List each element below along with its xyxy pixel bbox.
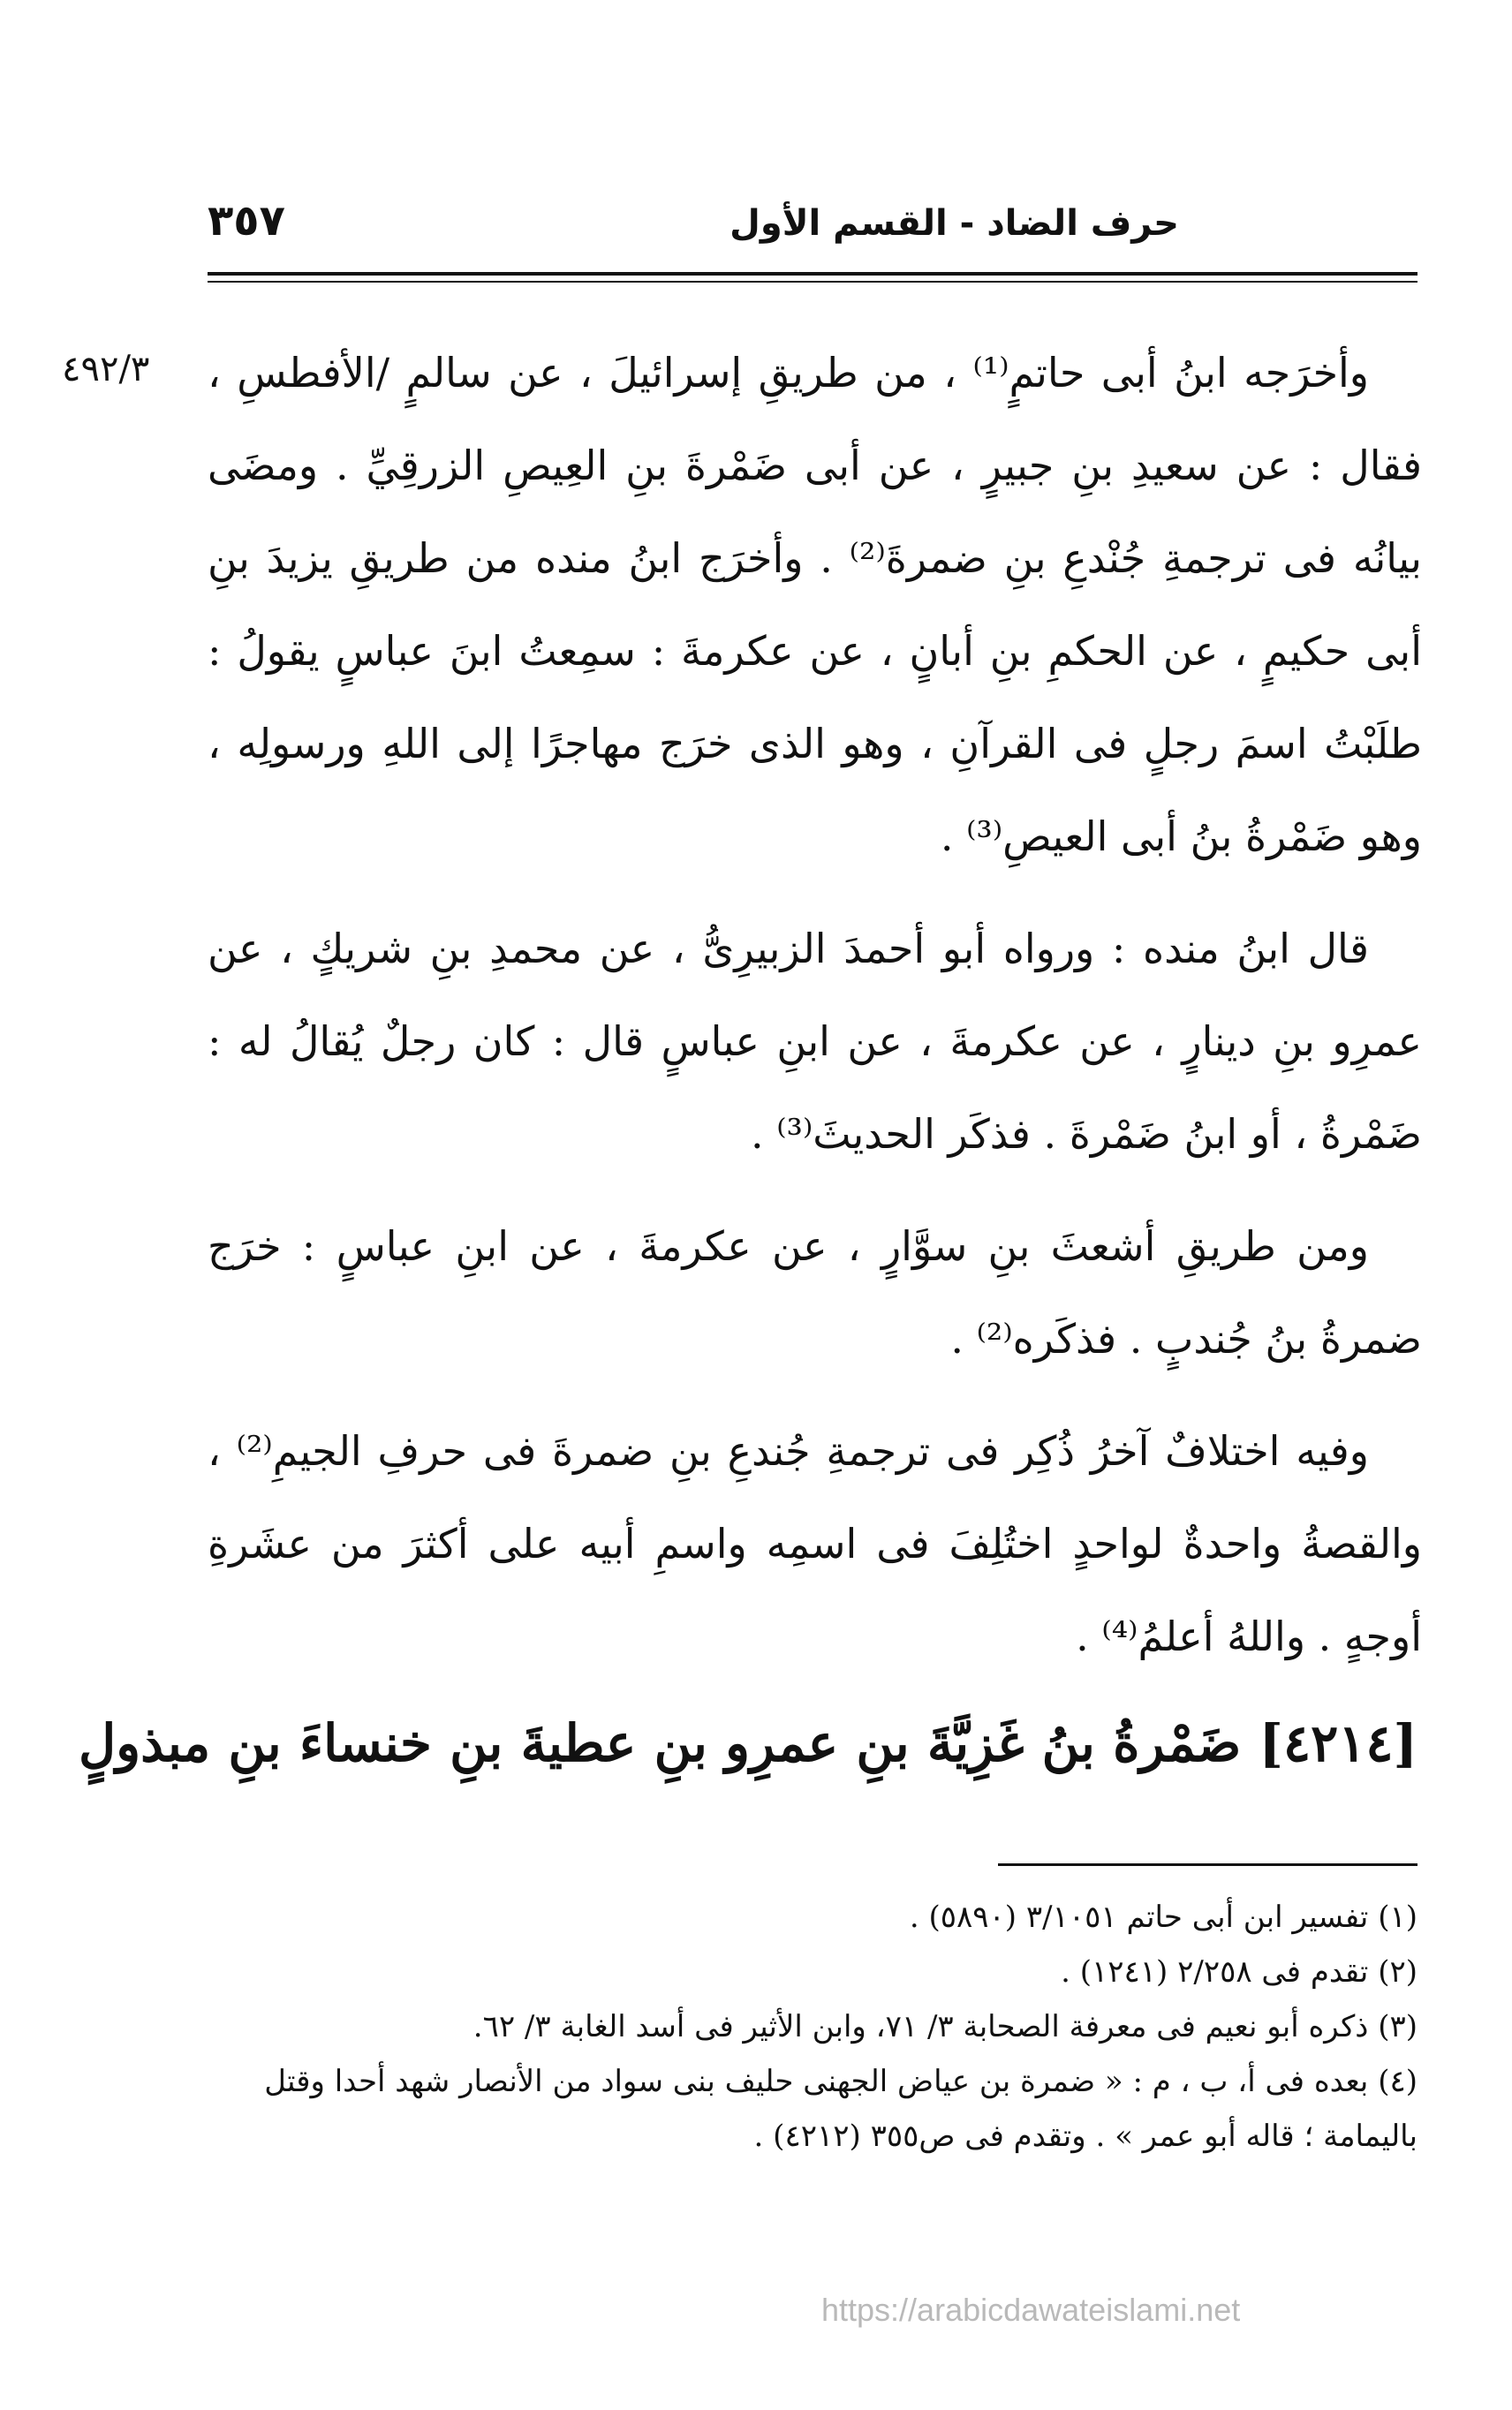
- paragraph-1: وأخرَجه ابنُ أبى حاتمٍ⁽¹⁾ ، من طريقِ إسرائيلَ ، عن سالمٍ /الأفطسِ ، فقال : عن سعيدِ بنِ جبيرٍ ، عن أبى ضَمْرةَ بنِ العِيصِ الزرقِيِّ . ومضَى بيانُه فى ترجمةِ جُنْدعِ بنِ ضمرةَ⁽²⁾ . وأخرَج ابنُ منده من طريقِ يزيدَ بنِ أبى حكيمٍ ، عن الحكمِ بنِ أبانٍ ، عن عكرمةَ : سمِعتُ ابنَ عباسٍ يقولُ : طلَبْتُ اسمَ رجلٍ فى القرآنِ ، وهو الذى خرَج مهاجرًا إلى اللهِ ورسولِه ، وهو ضَمْرةُ بنُ أبى العيصِ⁽³⁾ .: [208, 349, 1422, 860]
- entry-heading: [٤٢١٤] ضَمْرةُ بنُ غَزِيَّةَ بنِ عمرِو بنِ عطيةَ بنِ خنساءَ بنِ مبذولٍ: [79, 1713, 1418, 1773]
- paragraph-3: ومن طريقِ أشعثَ بنِ سوَّارٍ ، عن عكرمةَ ، عن ابنِ عباسٍ : خرَج ضمرةُ بنُ جُندبٍ . فذكَره⁽²⁾ .: [208, 1222, 1422, 1363]
- running-title: حرف الضاد - القسم الأول: [730, 203, 1179, 244]
- paragraph-4: وفيه اختلافٌ آخرُ ذُكِر فى ترجمةِ جُندعِ بنِ ضمرةَ فى حرفِ الجيمِ⁽²⁾ ، والقصةُ واحدةٌ لواحدٍ اختُلِفَ فى اسمِه واسمِ أبيه على أكثرَ من عشَرةِ أوجهٍ . واللهُ أعلمُ⁽⁴⁾ .: [208, 1427, 1422, 1660]
- footnote-2: (٢) تقدم فى ٢/٢٥٨ (١٢٤١) .: [1061, 1954, 1418, 1990]
- footnote-1: (١) تفسير ابن أبى حاتم ٣/١٠٥١ (٥٨٩٠) .: [909, 1900, 1418, 1935]
- margin-volume-page-reference: ٤٩٢/٣: [62, 349, 150, 389]
- main-text: [208, 327, 1422, 1703]
- header-rule-thin: [208, 281, 1418, 283]
- footnote-separator: [998, 1863, 1418, 1866]
- watermark-url: https://arabicdawateislami.net: [821, 2292, 1241, 2328]
- footnotes: [208, 1890, 1418, 2164]
- footnote-3: (٣) ذكره أبو نعيم فى معرفة الصحابة ٣/ ٧١، وابن الأثير فى أسد الغابة ٣/ ٦٢.: [472, 2009, 1418, 2044]
- footnote-4: (٤) بعده فى أ، ب ، م : « ضمرة بن عياض الجهنى حليف بنى سواد من الأنصار شهد أحدا وقتل باليمامة ؛ قاله أبو عمر » . وتقدم فى ص٣٥٥ (٤٢١٢) .: [264, 2064, 1418, 2154]
- header-rule: [208, 272, 1418, 276]
- running-header: [208, 196, 1418, 258]
- page-number: ٣٥٧: [208, 196, 285, 246]
- paragraph-2: قال ابنُ منده : ورواه أبو أحمدَ الزبيرِىُّ ، عن محمدِ بنِ شريكٍ ، عن عمرِو بنِ دينارٍ ، عن عكرمةَ ، عن ابنِ عباسٍ قال : كان رجلٌ يُقالُ له : ضَمْرةُ ، أو ابنُ ضَمْرةَ . فذكَر الحديثَ⁽³⁾ .: [208, 925, 1422, 1158]
